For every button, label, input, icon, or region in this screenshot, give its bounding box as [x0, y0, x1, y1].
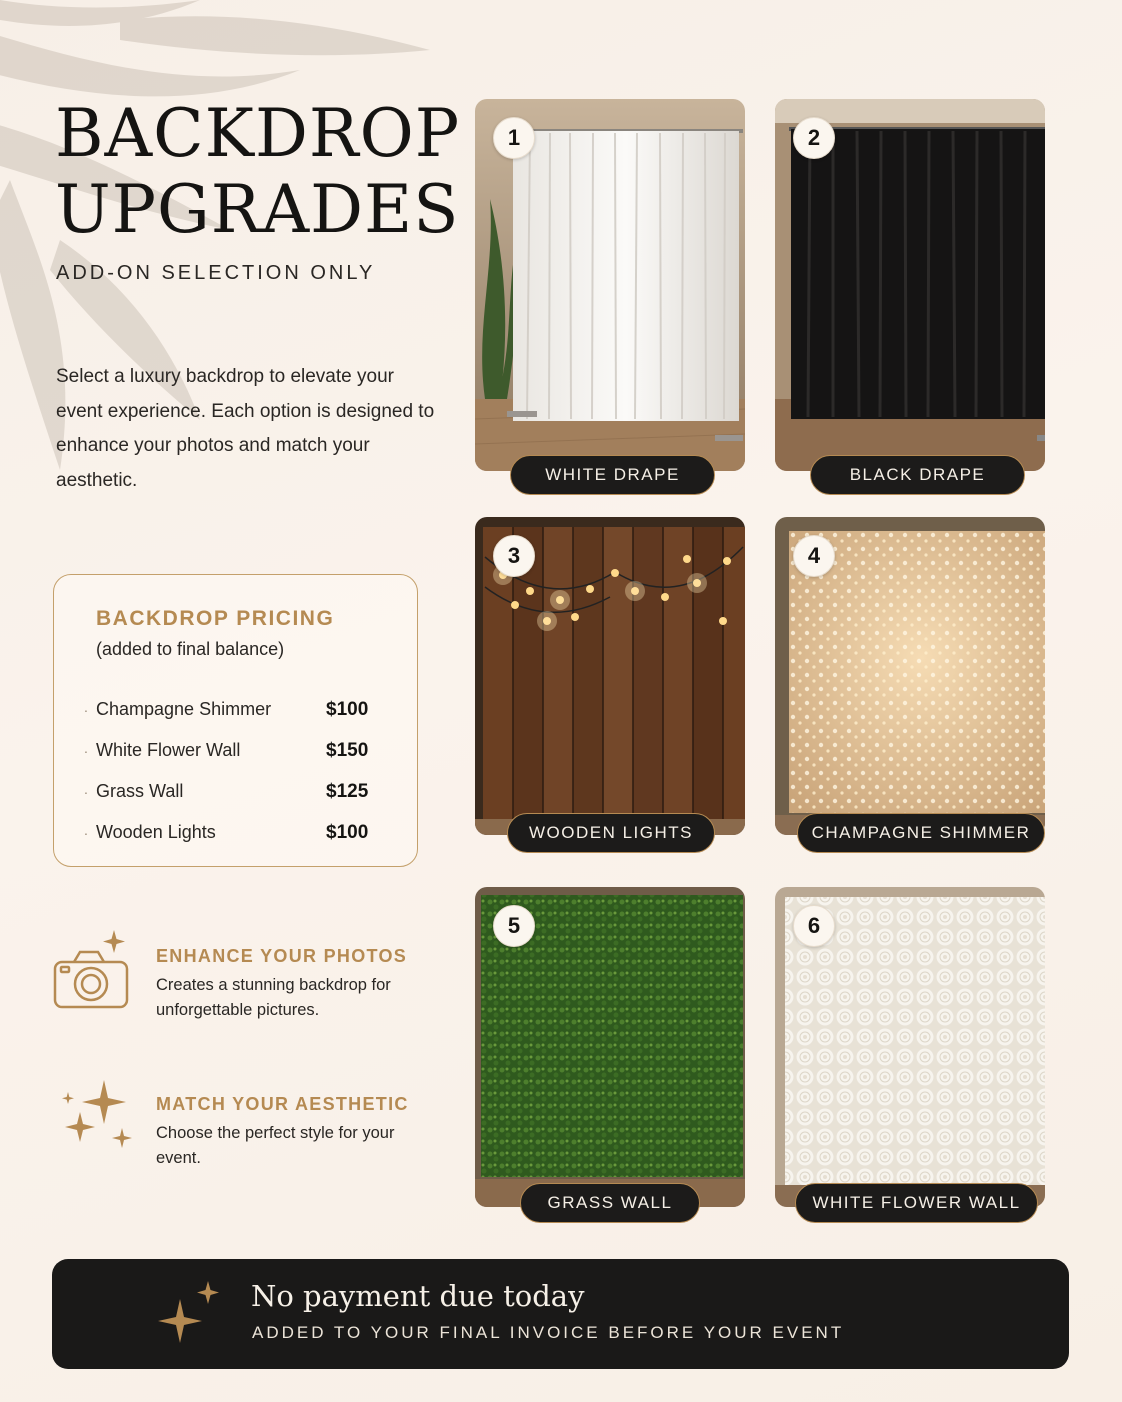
price-item-amount: $125 [326, 780, 369, 802]
sparkles-icon [52, 1078, 136, 1168]
backdrop-number-badge: 2 [793, 117, 835, 159]
price-list [76, 689, 396, 853]
intro-paragraph: Select a luxury backdrop to elevate your event experience. Each option is designed to enhance your photos and match your aesthetic. [56, 366, 435, 491]
backdrop-card-white-drape[interactable] [475, 99, 745, 484]
feature-description: Choose the perfect style for your event. [156, 1124, 395, 1167]
backdrop-number-badge: 3 [493, 535, 535, 577]
backdrop-number-badge: 5 [493, 905, 535, 947]
price-item-amount: $100 [326, 821, 369, 843]
bullet: · [83, 742, 89, 759]
backdrop-card-black-drape[interactable] [775, 99, 1045, 484]
pricing-subtitle: (added to final balance) [96, 639, 285, 659]
feature-match-aesthetic [52, 1078, 432, 1168]
backdrop-number-badge: 4 [793, 535, 835, 577]
footer-subline: ADDED TO YOUR FINAL INVOICE BEFORE YOUR EVENT [252, 1323, 845, 1342]
pricing-title: BACKDROP PRICING [96, 607, 335, 630]
price-item-name: Champagne Shimmer [96, 699, 272, 719]
price-item-name: White Flower Wall [96, 740, 241, 760]
feature-title: MATCH YOUR AESTHETIC [156, 1094, 409, 1114]
backdrop-card-grass-wall[interactable] [475, 887, 745, 1212]
backdrop-card-white-flower-wall[interactable] [775, 887, 1045, 1212]
backdrop-number-badge: 6 [793, 905, 835, 947]
title-line-2: UPGRADES [55, 171, 460, 248]
bullet: · [83, 824, 89, 841]
price-row [76, 771, 396, 812]
camera-icon [52, 930, 136, 1020]
feature-title: ENHANCE YOUR PHOTOS [156, 946, 408, 966]
backdrop-label[interactable]: WHITE DRAPE [510, 455, 715, 495]
price-row [76, 812, 396, 853]
footer-banner [52, 1259, 1069, 1369]
backdrop-label[interactable]: WHITE FLOWER WALL [795, 1183, 1038, 1223]
bullet: · [83, 783, 89, 800]
backdrop-card-champagne-shimmer[interactable] [775, 517, 1045, 889]
backdrop-card-wooden-lights[interactable] [475, 517, 745, 889]
feature-description: Creates a stunning backdrop for unforgettable pictures. [156, 976, 391, 1019]
price-item-amount: $100 [326, 698, 369, 720]
price-row [76, 689, 396, 730]
sparkle-icon [152, 1277, 232, 1349]
price-row [76, 730, 396, 771]
page-subtitle: ADD-ON SELECTION ONLY [56, 262, 376, 284]
bullet: · [83, 701, 89, 718]
price-item-name: Grass Wall [96, 781, 184, 801]
feature-enhance-photos [52, 930, 432, 1020]
pricing-card [53, 574, 418, 867]
backdrop-label[interactable]: GRASS WALL [520, 1183, 700, 1223]
backdrop-number-badge: 1 [493, 117, 535, 159]
page-title [55, 96, 475, 248]
price-item-amount: $150 [326, 739, 369, 761]
backdrop-label[interactable]: WOODEN LIGHTS [507, 813, 715, 853]
backdrop-label[interactable]: CHAMPAGNE SHIMMER [797, 813, 1045, 853]
title-line-1: BACKDROP [55, 95, 461, 172]
backdrop-label[interactable]: BLACK DRAPE [810, 455, 1025, 495]
footer-headline: No payment due today [251, 1279, 585, 1313]
price-item-name: Wooden Lights [96, 822, 216, 842]
